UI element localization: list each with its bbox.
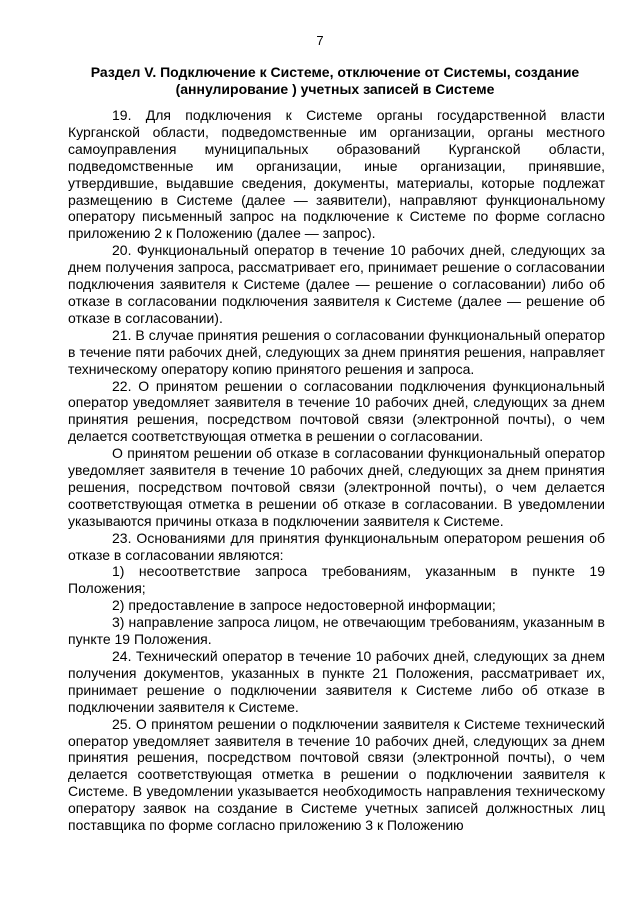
paragraph-23-item-3: 3) направление запроса лицом, не отвечающим требованиям, указанным в пункте 19 Положения. (68, 614, 605, 648)
paragraph-24: 24. Технический оператор в течение 10 рабочих дней, следующих за днем получения документов, указанных в пункте 21 Положения, рассматривает их, принимает решение о подключении заявителя к Системе либо об отказе в подключении заявителя к Системе. (68, 648, 605, 715)
paragraph-22: 22. О принятом решении о согласовании подключения функциональный оператор уведомляет заявителя в течение 10 рабочих дней, следующих за днем принятия решения, посредством почтовой связи (электронной почты), о чем делается соответствующая отметка в решении о согласовании. (68, 377, 605, 445)
paragraph-19: 19. Для подключения к Системе органы государственной власти Курганской области, подведомственные им организации, органы местного самоуправления муниципальных образований Курганской области, подведомственные им организации, иные организации, принявшие, утвердившие, выдавшие сведения, документы, материалы, которые подлежат размещению в Системе (далее — заявители), направляют функциональному оператору письменный запрос на подключение к Системе по форме согласно приложению 2 к Положению (далее — запрос). (68, 107, 605, 242)
section-title (70, 64, 600, 98)
paragraph-23: 23. Основаниями для принятия функциональным оператором решения об отказе в согласовании являются: (68, 529, 605, 563)
document-body (68, 107, 605, 834)
page-number: 7 (316, 33, 324, 48)
paragraph-25: 25. О принятом решении о подключении заявителя к Системе технический оператор уведомляет заявителя в течение 10 рабочих дней, следующих за днем принятия решения, посредством почтовой связи (электронной почты), о чем делается соответствующая отметка в решении о подключении заявителя к Системе. В уведомлении указывается необходимость направления техническому оператору заявок на создание в Системе учетных записей должностных лиц поставщика по форме согласно приложению 3 к Положению (68, 715, 605, 834)
paragraph-20: 20. Функциональный оператор в течение 10 рабочих дней, следующих за днем получения запроса, рассматривает его, принимает решение о согласовании подключения заявителя к Системе (далее — решение о согласовании) либо об отказе в согласовании подключения заявителя к Системе (далее — решение об отказе в согласовании). (68, 242, 605, 326)
paragraph-23-item-2: 2) предоставление в запросе недостоверной информации; (112, 597, 496, 614)
section-title-line-1: Раздел V. Подключение к Системе, отключение от Системы, создание (90, 64, 580, 80)
paragraph-23-item-1: 1) несоответствие запроса требованиям, указанным в пункте 19 Положения; (68, 563, 605, 597)
paragraph-22-refusal: О принятом решении об отказе в согласовании функциональный оператор уведомляет заявителя в течение 10 рабочих дней, следующих за днем принятия решения, посредством почтовой связи (электронной почты), о чем делается соответствующая отметка в решении об отказе в согласовании. В уведомлении указываются причины отказа в подключении заявителя к Системе. (68, 445, 605, 529)
section-title-line-2: (аннулирование ) учетных записей в Системе (175, 81, 495, 97)
paragraph-21: 21. В случае принятия решения о согласовании функциональный оператор в течение пяти рабочих дней, следующих за днем принятия решения, направляет техническому оператору копию принятого решения и запроса. (68, 326, 605, 377)
